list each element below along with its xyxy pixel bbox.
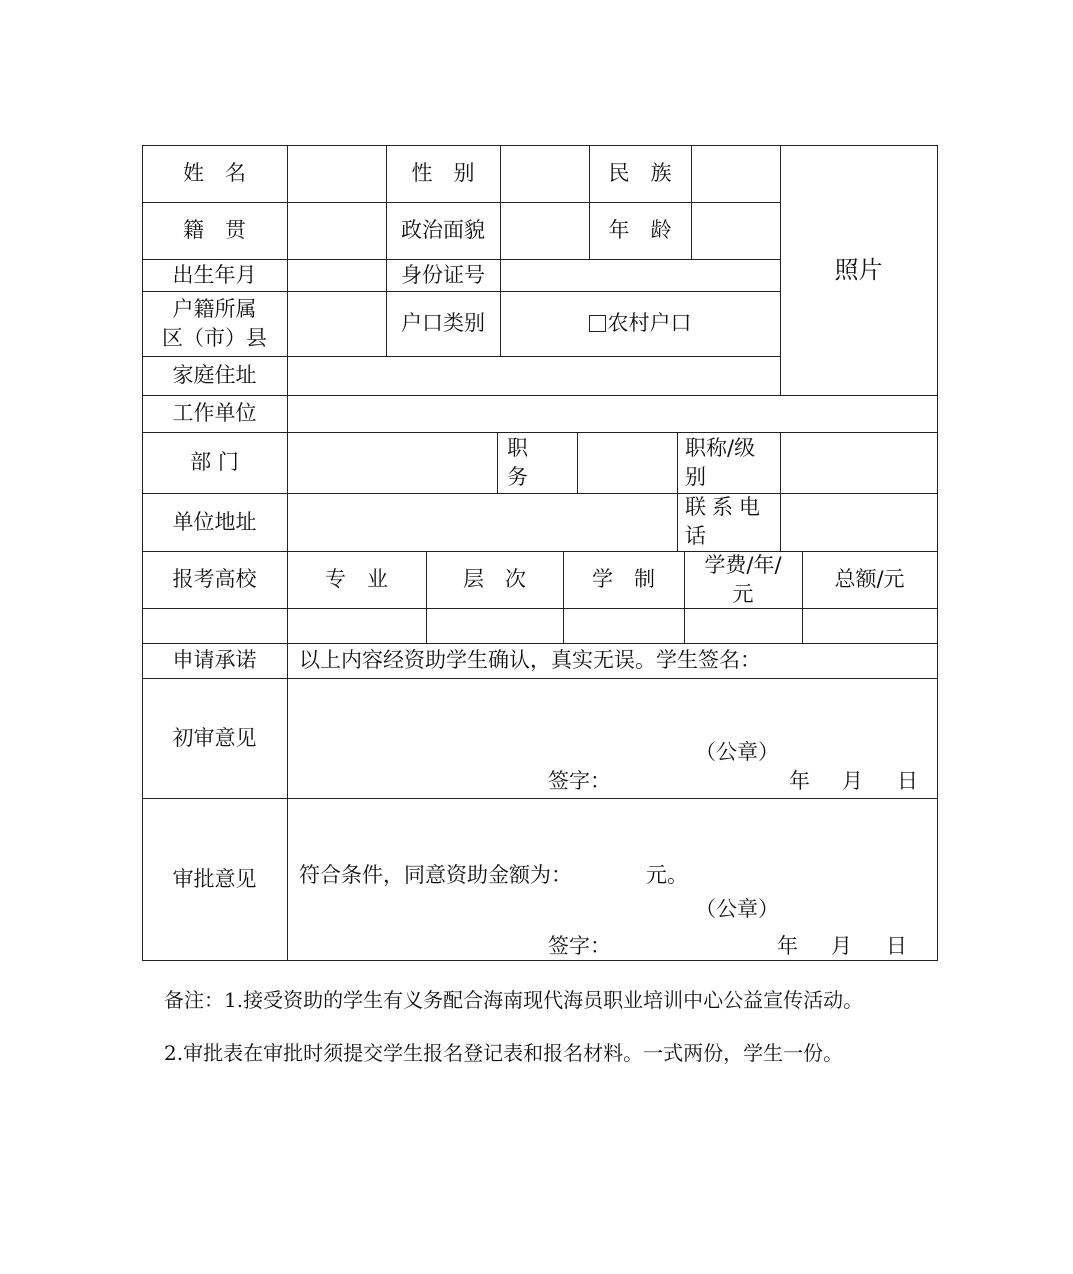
gender-field[interactable] [500,145,589,202]
ethnicity-field[interactable] [691,145,780,202]
tuition-label [684,551,802,608]
position-label-line2: 务 [507,464,528,489]
gender-label: 性 别 [411,161,475,185]
contact-phone-field[interactable] [780,493,937,551]
household-district-field[interactable] [287,291,386,356]
work-unit-label: 工作单位 [172,401,257,425]
age-label: 年 龄 [608,218,672,242]
household-type-label: 户口类别 [401,311,485,335]
initial-month: 月 [842,769,863,793]
note-2: 2.审批表在审批时须提交学生报名登记表和报名材料。一式两份，学生一份。 [164,1041,844,1065]
total-field[interactable] [802,608,937,643]
id-number-field[interactable] [500,259,780,291]
note-1: 备注：1.接受资助的学生有义务配合海南现代海员职业培训中心公益宣传活动。 [164,988,864,1012]
native-place-field[interactable] [287,202,386,259]
commitment-label: 申请承诺 [172,648,257,672]
household-district-label [142,291,287,356]
table-border-bottom [142,960,938,961]
home-address-field[interactable] [287,356,780,395]
school-field[interactable] [142,608,287,643]
unit-address-field[interactable] [287,493,677,551]
commitment-text: 以上内容经资助学生确认，真实无误。学生签名： [299,648,761,672]
photo-box[interactable]: 照片 [834,255,883,284]
name-label: 姓 名 [183,161,246,185]
contact-phone-label-line1: 联系电 [685,495,766,519]
level-label: 层 次 [463,567,526,591]
title-level-label-line2: 别 [685,464,706,489]
rural-household-option: 农村户口 [607,311,692,335]
unit-address-label: 单位地址 [172,509,257,534]
level-field[interactable] [426,608,563,643]
birth-date-field[interactable] [287,259,386,291]
household-type-field [500,291,780,356]
ethnicity-label: 民 族 [608,161,672,185]
school-label: 报考高校 [172,567,257,591]
contact-phone-label [677,493,780,551]
approval-seal: （公章） [695,897,779,921]
approval-month: 月 [831,934,852,958]
tuition-label-line2: 元 [732,581,754,606]
age-field[interactable] [691,202,780,259]
initial-sign-label: 签字： [548,769,611,793]
total-label: 总额/元 [834,567,905,591]
table-border-right [937,145,938,961]
department-field[interactable] [287,432,497,493]
approval-sign-label: 签字： [548,934,611,958]
initial-year: 年 [789,769,810,793]
id-number-label: 身份证号 [401,262,485,287]
initial-review-field[interactable] [287,678,937,798]
duration-label: 学 制 [592,567,655,591]
initial-seal: （公章） [695,740,779,764]
title-level-field[interactable] [780,432,937,493]
household-district-label-line2: 区（市）县 [162,325,267,350]
duration-field[interactable] [563,608,684,643]
initial-review-label: 初审意见 [172,725,257,750]
tuition-field[interactable] [684,608,802,643]
initial-day: 日 [897,769,918,793]
major-label: 专 业 [325,567,388,591]
household-district-label-line1: 户籍所属 [172,296,257,321]
position-label [497,432,577,493]
native-place-label: 籍 贯 [183,218,246,242]
home-address-label: 家庭住址 [172,363,257,387]
approval-year: 年 [777,934,798,958]
approval-text: 符合条件，同意资助金额为： [299,863,572,887]
birth-date-label: 出生年月 [172,262,257,287]
work-unit-field[interactable] [287,395,937,432]
position-label-line1: 职 [507,435,528,460]
political-status-field[interactable] [500,202,589,259]
contact-phone-label-line2: 话 [685,524,712,548]
department-label: 部 门 [190,450,239,474]
approval-amount-unit: 元。 [646,863,688,887]
title-level-label [677,432,780,493]
position-field[interactable] [577,432,677,493]
title-level-label-line1: 职称/级 [685,435,756,460]
approval-label: 审批意见 [172,866,257,891]
approval-day: 日 [886,934,907,958]
tuition-label-line1: 学费/年/ [704,552,782,577]
name-field[interactable] [287,145,386,202]
rural-household-checkbox[interactable] [589,315,606,332]
political-status-label: 政治面貌 [401,218,485,242]
major-field[interactable] [287,608,426,643]
